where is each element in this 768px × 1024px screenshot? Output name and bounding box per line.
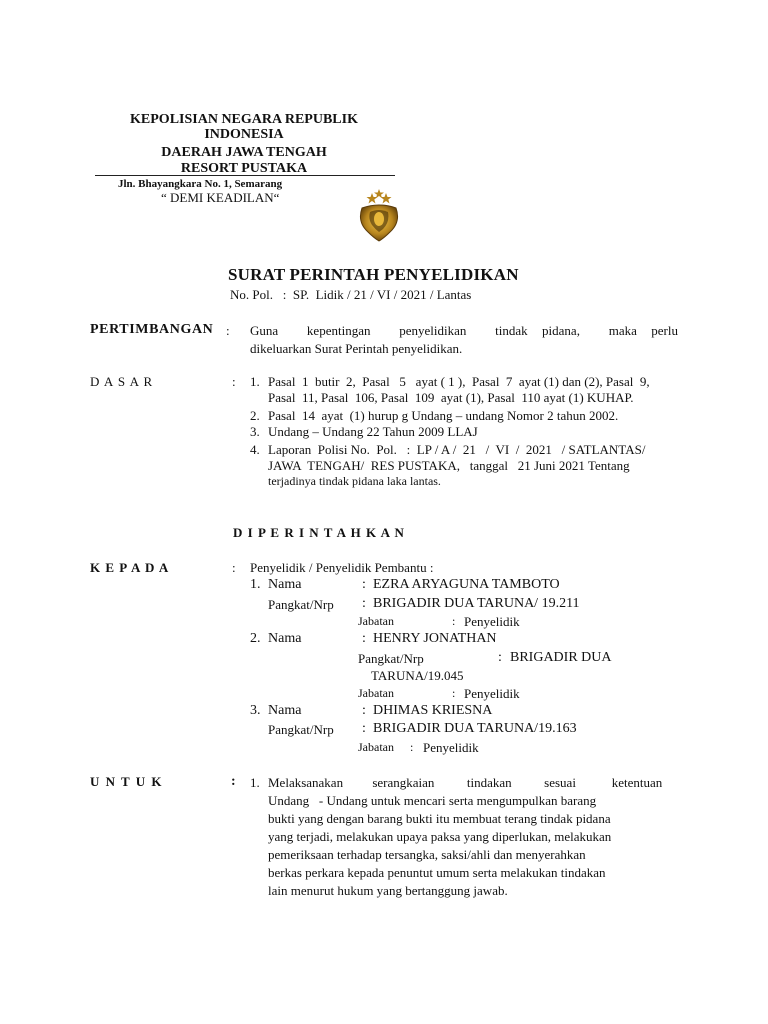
person-number: 2. (250, 631, 261, 646)
person-2-pangkat-label: Pangkat/Nrp (358, 651, 424, 666)
person-2-jabatan-label: Jabatan (358, 686, 394, 700)
kepada-intro: Penyelidik / Penyelidik Pembantu : (250, 560, 434, 575)
document-title: SURAT PERINTAH PENYELIDIKAN (228, 265, 519, 284)
dasar-item-1-line2: Pasal 11, Pasal 106, Pasal 109 ayat (1), Pasal 110 ayat (1) KUHAP. (268, 390, 634, 405)
dasar-item-number: 3. (250, 424, 260, 439)
dasar-item-3: Undang – Undang 22 Tahun 2009 LLAJ (268, 424, 478, 439)
person-2-pangkat-cont: TARUNA/19.045 (371, 668, 464, 683)
person-2-colon: : (362, 631, 366, 646)
agency-resort: RESORT PUSTAKA (180, 161, 308, 176)
diperintahkan-heading: D I P E R I N T A H K A N (233, 525, 405, 540)
header-divider (95, 175, 395, 176)
motto: “ DEMI KEADILAN“ (161, 190, 280, 205)
untuk-line: bukti yang dengan barang bukti itu membuat terang tindak pidana (268, 811, 611, 826)
person-3-jabatan-label: Jabatan (358, 740, 394, 754)
person-3-nama: DHIMAS KRIESNA (373, 703, 493, 718)
dasar-item-4-line1: Laporan Polisi No. Pol. : LP / A / 21 / VI / 2021 / SATLANTAS/ (268, 442, 646, 457)
dasar-item-1-line1: Pasal 1 butir 2, Pasal 5 ayat ( 1 ), Pasal 7 ayat (1) dan (2), Pasal 9, (268, 374, 650, 389)
dasar-label: D A S A R (90, 374, 154, 389)
person-1-colon: : (362, 596, 366, 611)
person-1-pangkat: BRIGADIR DUA TARUNA/ 19.211 (373, 596, 580, 611)
person-number: 1. (250, 577, 261, 592)
untuk-line: Undang - Undang untuk mencari serta mengumpulkan barang (268, 793, 597, 808)
dasar-colon: : (232, 374, 236, 389)
person-1-jabatan-label: Jabatan (358, 614, 394, 628)
agency-region: DAERAH JAWA TENGAH (161, 145, 327, 160)
untuk-colon: : (231, 774, 236, 789)
person-2-colon: : (452, 686, 456, 700)
untuk-line: Melaksanakan serangkaian tindakan sesuai ketentuan (268, 775, 663, 790)
untuk-line: yang terjadi, melakukan upaya paksa yang diperlukan, melakukan (268, 829, 612, 844)
untuk-line: berkas perkara kepada penuntut umum serta melakukan tindakan (268, 865, 606, 880)
police-emblem-icon (356, 188, 402, 244)
person-3-colon: : (362, 703, 366, 718)
kepada-label: K E P A D A (90, 560, 170, 575)
dasar-item-number: 2. (250, 408, 260, 423)
person-2-nama-label: Nama (268, 631, 302, 646)
dasar-item-4-line3: terjadinya tindak pidana laka lantas. (268, 474, 441, 488)
person-2-jabatan: Penyelidik (464, 686, 520, 701)
person-3-pangkat: BRIGADIR DUA TARUNA/19.163 (373, 721, 577, 736)
dasar-item-4-line2: JAWA TENGAH/ RES PUSTAKA, tanggal 21 Juni 2021 Tentang (268, 458, 630, 473)
person-1-colon: : (452, 614, 456, 628)
person-number: 3. (250, 703, 261, 718)
untuk-line: pemeriksaan terhadap tersangka, saksi/ahli dan menyerahkan (268, 847, 586, 862)
person-1-pangkat-label: Pangkat/Nrp (268, 597, 334, 612)
person-2-pangkat: BRIGADIR DUA (510, 650, 612, 665)
document-number: No. Pol. : SP. Lidik / 21 / VI / 2021 / Lantas (230, 287, 472, 302)
person-2-nama: HENRY JONATHAN (373, 631, 497, 646)
person-3-colon: : (362, 721, 366, 736)
person-2-colon: : (498, 650, 502, 665)
person-1-colon: : (362, 577, 366, 592)
agency-name-line2: INDONESIA (204, 127, 284, 142)
person-3-pangkat-label: Pangkat/Nrp (268, 722, 334, 737)
person-3-nama-label: Nama (268, 703, 302, 718)
untuk-item-number: 1. (250, 775, 260, 790)
person-1-nama-label: Nama (268, 577, 302, 592)
pertimbangan-line2: dikeluarkan Surat Perintah penyelidikan. (250, 341, 463, 356)
person-1-nama: EZRA ARYAGUNA TAMBOTO (373, 577, 560, 592)
agency-name-line1: KEPOLISIAN NEGARA REPUBLIK (130, 112, 358, 127)
pertimbangan-colon: : (226, 323, 230, 338)
dasar-item-number: 1. (250, 374, 260, 389)
dasar-item-2: Pasal 14 ayat (1) hurup g Undang – undang Nomor 2 tahun 2002. (268, 408, 619, 423)
person-1-jabatan: Penyelidik (464, 614, 520, 629)
person-3-jabatan: Penyelidik (423, 740, 479, 755)
dasar-item-number: 4. (250, 442, 260, 457)
pertimbangan-label: PERTIMBANGAN (90, 322, 214, 337)
untuk-line: lain menurut hukum yang bertanggung jawab. (268, 883, 508, 898)
agency-address: Jln. Bhayangkara No. 1, Semarang (118, 178, 283, 190)
untuk-label: U N T U K (90, 774, 163, 789)
pertimbangan-line1: Guna kepentingan penyelidikan tindak pidana, maka perlu (250, 323, 678, 338)
kepada-colon: : (232, 560, 236, 575)
person-3-colon: : (410, 740, 414, 754)
